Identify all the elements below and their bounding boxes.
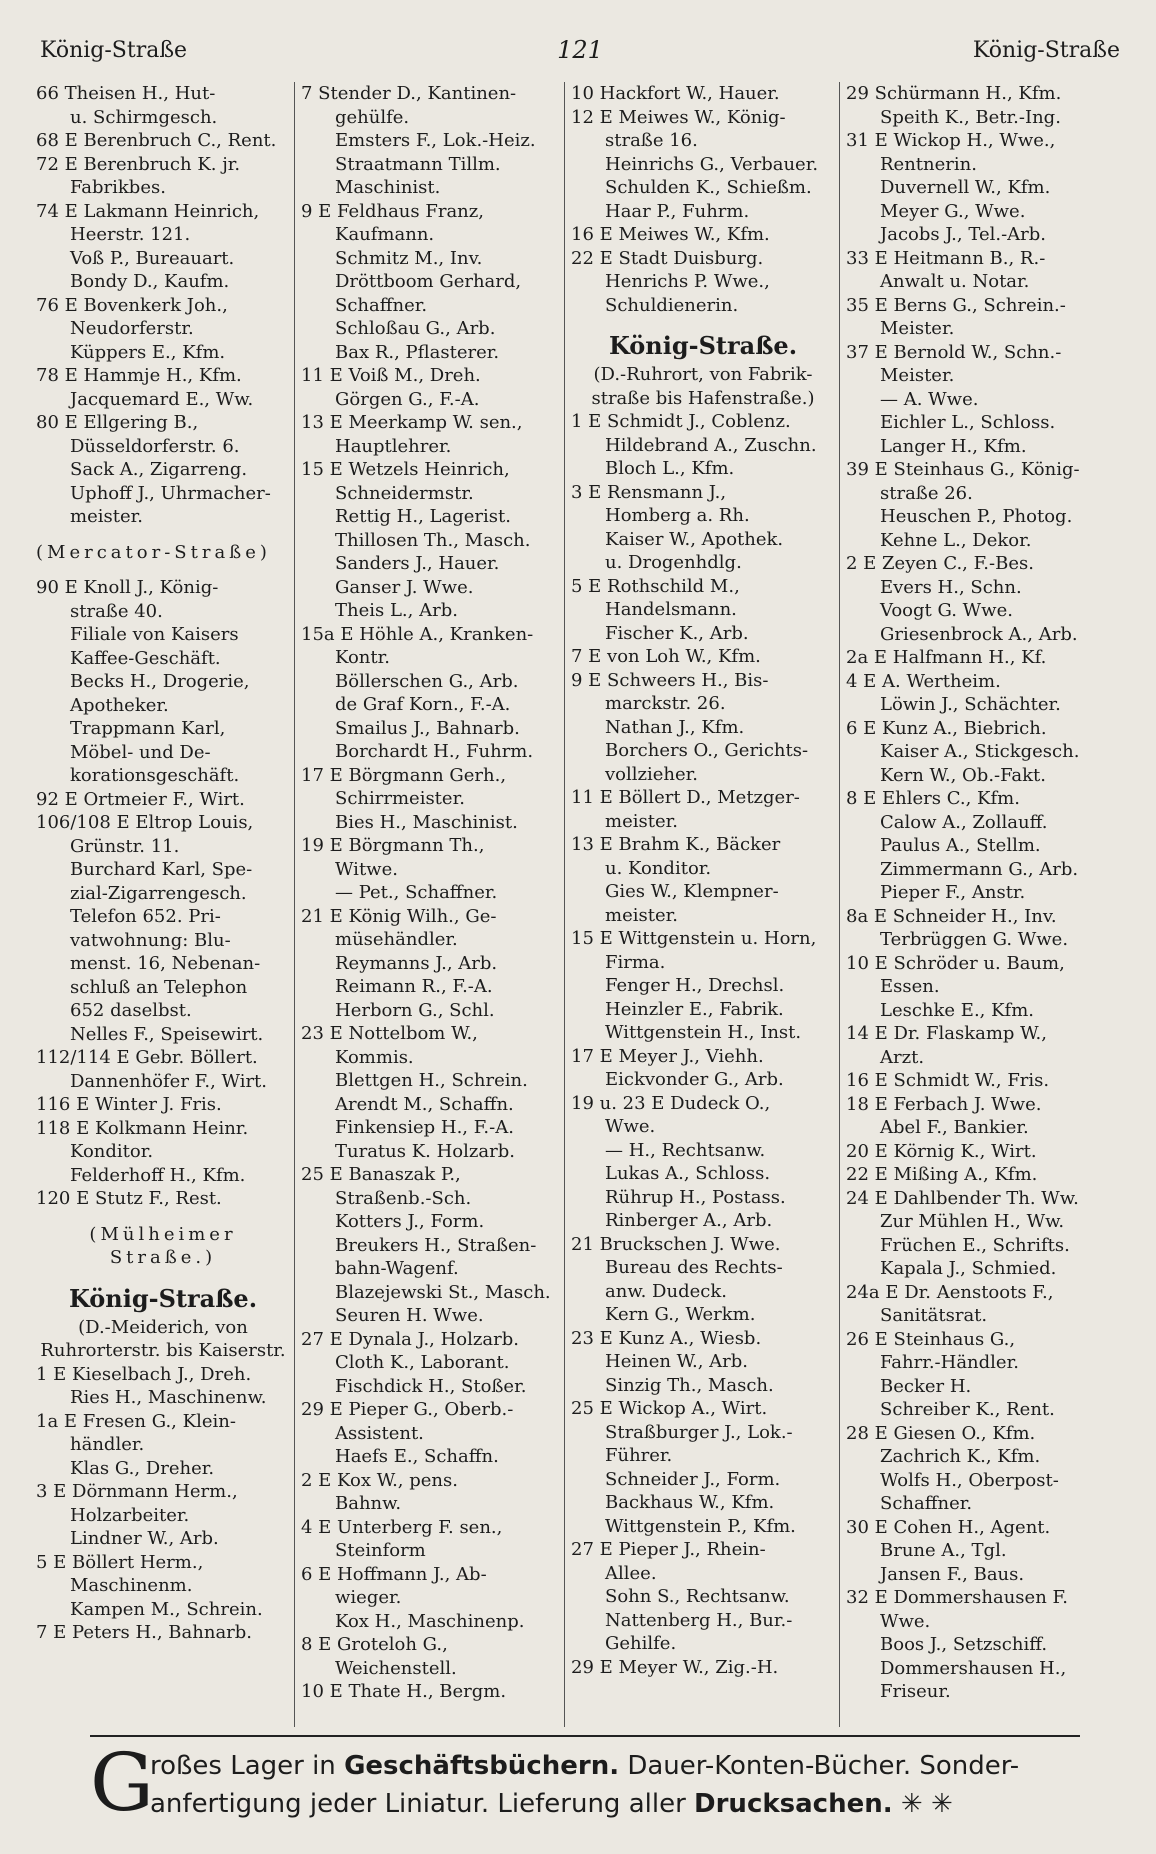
directory-entry: Smailus J., Bahnarb. xyxy=(335,717,520,739)
directory-entry: Heinzler E., Fabrik. xyxy=(605,998,784,1020)
directory-entry: Speith K., Betr.-Ing. xyxy=(880,106,1061,128)
directory-entry: Hauptlehrer. xyxy=(335,435,452,457)
directory-entry: Handelsmann. xyxy=(605,599,737,620)
directory-entry: 652 daselbst. xyxy=(70,1000,192,1021)
directory-entry: Schuldienerin. xyxy=(605,294,739,316)
directory-entry: Firma. xyxy=(605,951,666,973)
directory-entry: 32 E Dommershausen F. xyxy=(846,1587,1068,1608)
directory-entry: (Mercator-Straße) xyxy=(36,541,271,563)
column-2 xyxy=(295,82,565,1727)
directory-entry: 66 Theisen H., Hut- xyxy=(36,83,216,104)
directory-entry: Allee. xyxy=(605,1562,657,1584)
directory-entry: Terbrüggen G. Wwe. xyxy=(880,929,1069,950)
directory-entry: Leschke E., Kfm. xyxy=(880,999,1035,1021)
directory-entry: Becker H. xyxy=(880,1375,972,1397)
advertisement-footer xyxy=(90,1735,1080,1832)
directory-entry: Möbel- und De- xyxy=(70,741,211,763)
directory-entry: Henrichs P. Wwe., xyxy=(605,271,770,292)
directory-entry: 10 E Schröder u. Baum, xyxy=(846,952,1065,974)
directory-entry: Führer. xyxy=(605,1445,673,1466)
directory-entry: Apotheker. xyxy=(70,694,169,716)
directory-entry: Böllerschen G., Arb. xyxy=(335,670,519,692)
directory-entry: Assistent. xyxy=(335,1422,424,1444)
directory-entry: Schaffner. xyxy=(335,294,428,316)
directory-entry: u. Schirmgesch. xyxy=(70,106,218,128)
ad-line-2-b: Drucksachen. xyxy=(694,1789,893,1819)
directory-entry: 10 E Thate H., Bergm. xyxy=(301,1681,507,1702)
directory-entry: 17 E Börgmann Gerh., xyxy=(301,764,507,786)
directory-entry: anw. Dudeck. xyxy=(605,1280,727,1302)
directory-entry: 21 E König Wilh., Ge- xyxy=(301,905,497,927)
directory-entry: Turatus K. Holzarb. xyxy=(335,1140,515,1162)
directory-entry: Nelles F., Speisewirt. xyxy=(70,1023,264,1045)
directory-entry: 5 E Rothschild M., xyxy=(571,575,740,597)
directory-entry: 15 E Wetzels Heinrich, xyxy=(301,459,510,480)
directory-entry: 12 E Meiwes W., König- xyxy=(571,106,786,128)
directory-entry: Voß P., Bureauart. xyxy=(70,247,235,269)
directory-entry: Bureau des Rechts- xyxy=(605,1257,783,1278)
directory-entry: 1 E Schmidt J., Coblenz. xyxy=(571,411,791,432)
directory-entry: Anwalt u. Notar. xyxy=(880,271,1030,292)
directory-entry: 6 E Hoffmann J., Ab- xyxy=(301,1563,487,1585)
column-3 xyxy=(565,82,840,1727)
directory-entry: 21 Bruckschen J. Wwe. xyxy=(571,1233,781,1255)
directory-entry: menst. 16, Nebenan- xyxy=(70,953,261,974)
directory-entry: straße 40. xyxy=(70,600,163,622)
header-right: König-Straße xyxy=(972,37,1120,63)
directory-entry: straße bis Hafenstraße.) xyxy=(591,387,815,409)
ad-initial: G xyxy=(90,1736,154,1829)
directory-entry: 90 E Knoll J., König- xyxy=(36,577,219,598)
directory-entry: Rührup H., Postass. xyxy=(605,1186,786,1208)
directory-entry: Dannenhöfer F., Wirt. xyxy=(70,1070,268,1092)
directory-entry: Heinrichs G., Verbauer. xyxy=(605,153,819,175)
directory-columns xyxy=(30,82,1130,1727)
directory-entry: Meyer G., Wwe. xyxy=(880,200,1026,222)
directory-entry: Calow A., Zollauff. xyxy=(880,811,1048,833)
directory-entry: Abel F., Bankier. xyxy=(880,1117,1029,1138)
directory-entry: Kaiser W., Apothek. xyxy=(605,528,784,550)
spacer xyxy=(36,1270,290,1282)
directory-entry: 118 E Kolkmann Heinr. xyxy=(36,1117,249,1139)
directory-entry: Steinform xyxy=(335,1540,426,1561)
directory-entry: Heuschen P., Photog. xyxy=(880,506,1073,527)
directory-entry: Sohn S., Rechtsanw. xyxy=(605,1586,790,1607)
directory-entry: 35 E Berns G., Schrein.- xyxy=(846,294,1066,316)
directory-entry: Zachrich K., Kfm. xyxy=(880,1446,1041,1467)
directory-entry: Sanders J., Hauer. xyxy=(335,553,500,574)
directory-entry: schluß an Telephon xyxy=(70,976,248,998)
directory-entry: 6 E Kunz A., Biebrich. xyxy=(846,717,1047,739)
directory-entry: 10 Hackfort W., Hauer. xyxy=(571,83,780,104)
directory-entry: Ganser J. Wwe. xyxy=(335,576,474,598)
column-1 xyxy=(30,82,295,1727)
directory-entry: 5 E Böllert Herm., xyxy=(36,1551,204,1573)
directory-entry: Eickvonder G., Arb. xyxy=(605,1069,784,1090)
directory-entry: Langer H., Kfm. xyxy=(880,435,1027,457)
directory-entry: 29 Schürmann H., Kfm. xyxy=(846,83,1062,104)
directory-entry: 4 E Unterberg F. sen., xyxy=(301,1516,503,1538)
directory-entry: Maschinist. xyxy=(335,177,441,198)
directory-entry: Fischer K., Arb. xyxy=(605,622,749,644)
directory-entry: Konditor. xyxy=(70,1141,154,1162)
directory-entry: 19 u. 23 E Dudeck O., xyxy=(571,1092,771,1114)
directory-entry: Dröttboom Gerhard, xyxy=(335,271,522,292)
header-left: König-Straße xyxy=(40,37,188,63)
directory-entry: 68 E Berenbruch C., Rent. xyxy=(36,130,277,151)
directory-entry: Kotters J., Form. xyxy=(335,1211,485,1232)
spacer xyxy=(36,564,290,576)
directory-entry: — A. Wwe. xyxy=(880,388,979,410)
directory-entry: 33 E Heitmann B., R.- xyxy=(846,247,1046,269)
directory-entry: Blazejewski St., Masch. xyxy=(335,1281,551,1303)
directory-entry: — H., Rechtsanw. xyxy=(605,1139,766,1161)
directory-entry: 28 E Giesen O., Kfm. xyxy=(846,1422,1036,1444)
directory-entry: 2 E Kox W., pens. xyxy=(301,1469,458,1491)
directory-entry: Filiale von Kaisers xyxy=(70,624,239,645)
directory-entry: wieger. xyxy=(335,1587,402,1608)
street-heading: König-Straße. xyxy=(68,1283,258,1313)
directory-entry: Meister. xyxy=(880,318,955,339)
directory-entry: Nattenberg H., Bur.- xyxy=(605,1609,793,1631)
directory-entry: Ruhrorterstr. bis Kaiserstr. xyxy=(40,1340,286,1361)
directory-entry: Lindner W., Arb. xyxy=(70,1528,219,1549)
directory-entry: müsehändler. xyxy=(335,929,458,950)
directory-entry: 27 E Dynala J., Holzarb. xyxy=(301,1328,519,1350)
directory-entry: 3 E Rensmann J., xyxy=(571,481,727,503)
directory-entry: Schirrmeister. xyxy=(335,788,465,809)
directory-entry: Felderhoff H., Kfm. xyxy=(70,1164,246,1186)
directory-entry: zial-Zigarrengesch. xyxy=(70,882,247,904)
directory-entry: 25 E Banaszak P., xyxy=(301,1164,461,1185)
directory-entry: Rentnerin. xyxy=(880,153,977,175)
directory-entry: Jacobs J., Tel.-Arb. xyxy=(880,224,1046,245)
directory-entry: Borchers O., Gerichts- xyxy=(605,740,809,761)
directory-entry: Wwe. xyxy=(605,1116,656,1137)
directory-entry: Jansen F., Baus. xyxy=(880,1563,1025,1585)
directory-entry: 16 E Meiwes W., Kfm. xyxy=(571,224,770,245)
directory-entry: 112/114 E Gebr. Böllert. xyxy=(36,1047,258,1068)
directory-entry: Früchen E., Schrifts. xyxy=(880,1234,1070,1256)
directory-entry: vollzieher. xyxy=(605,763,699,785)
directory-entry: Wolfs H., Oberpost- xyxy=(880,1469,1059,1491)
directory-entry: Zur Mühlen H., Ww. xyxy=(880,1211,1065,1232)
directory-entry: Haar P., Fuhrm. xyxy=(605,200,750,222)
directory-entry: 9 E Schweers H., Bis- xyxy=(571,669,769,691)
directory-entry: Kontr. xyxy=(335,647,390,668)
directory-entry: Kaufmann. xyxy=(335,224,435,245)
directory-entry: Backhaus W., Kfm. xyxy=(605,1492,775,1513)
directory-entry: (D.-Ruhrort, von Fabrik- xyxy=(593,364,813,385)
directory-entry: 30 E Cohen H., Agent. xyxy=(846,1516,1051,1538)
directory-entry: Heerstr. 121. xyxy=(70,224,191,245)
directory-entry: marckstr. 26. xyxy=(605,693,726,714)
directory-entry: 9 E Feldhaus Franz, xyxy=(301,200,484,222)
directory-entry: 15a E Höhle A., Kranken- xyxy=(301,623,534,645)
directory-entry: Becks H., Drogerie, xyxy=(70,671,250,692)
directory-entry: 37 E Bernold W., Schn.- xyxy=(846,341,1062,363)
directory-entry: Bies H., Maschinist. xyxy=(335,811,518,833)
directory-entry: Thillosen Th., Masch. xyxy=(335,529,531,551)
directory-entry: 29 E Pieper G., Oberb.- xyxy=(301,1399,514,1420)
directory-entry: Friseur. xyxy=(880,1681,951,1702)
directory-entry: 24a E Dr. Aenstoots F., xyxy=(846,1281,1054,1303)
directory-entry: 19 E Börgmann Th., xyxy=(301,835,485,856)
directory-entry: Heinen W., Arb. xyxy=(605,1351,749,1372)
directory-entry: 8 E Groteloh G., xyxy=(301,1634,448,1655)
directory-entry: Herborn G., Schl. xyxy=(335,999,495,1021)
directory-entry: Sinzig Th., Masch. xyxy=(605,1374,774,1396)
directory-entry: Homberg a. Rh. xyxy=(605,505,750,526)
directory-entry: meister. xyxy=(605,810,678,832)
directory-entry: 17 E Meyer J., Viehh. xyxy=(571,1045,764,1067)
directory-entry: Rinberger A., Arb. xyxy=(605,1210,773,1231)
directory-entry: 25 E Wickop A., Wirt. xyxy=(571,1398,768,1419)
directory-entry: Telefon 652. Pri- xyxy=(70,906,221,927)
directory-entry: Blettgen H., Schrein. xyxy=(335,1070,528,1091)
directory-entry: 26 E Steinhaus G., xyxy=(846,1328,1016,1350)
directory-entry: Kox H., Maschinenp. xyxy=(335,1610,525,1632)
directory-entry: 8 E Ehlers C., Kfm. xyxy=(846,788,1020,809)
directory-entry: Schneider J., Form. xyxy=(605,1468,781,1490)
directory-entry: 72 E Berenbruch K. jr. xyxy=(36,153,241,175)
directory-entry: Görgen G., F.-A. xyxy=(335,388,480,410)
directory-entry: 7 E von Loh W., Kfm. xyxy=(571,646,761,667)
street-heading: König-Straße. xyxy=(608,331,798,360)
directory-entry: 20 E Körnig K., Wirt. xyxy=(846,1140,1037,1162)
directory-entry: Kaffee-Geschäft. xyxy=(70,647,221,669)
directory-entry: Straße.) xyxy=(109,1247,217,1268)
directory-entry: Arendt M., Schaffn. xyxy=(335,1093,514,1115)
directory-entry: Schneidermstr. xyxy=(335,482,474,504)
directory-entry: Kern G., Werkm. xyxy=(605,1304,756,1325)
directory-entry: gehülfe. xyxy=(335,106,410,128)
directory-entry: Bondy D., Kaufm. xyxy=(70,271,230,292)
directory-entry: Voogt G. Wwe. xyxy=(880,600,1013,621)
directory-entry: 4 E A. Wertheim. xyxy=(846,670,1001,692)
directory-entry: Witwe. xyxy=(335,858,398,880)
directory-entry: Straßburger J., Lok.- xyxy=(605,1421,793,1443)
directory-entry: Schloßau G., Arb. xyxy=(335,318,496,339)
directory-entry: Sack A., Zigarreng. xyxy=(70,459,248,480)
directory-entry: 13 E Brahm K., Bäcker xyxy=(571,834,781,855)
directory-entry: Finkensiep H., F.-A. xyxy=(335,1117,514,1138)
directory-entry: Wwe. xyxy=(880,1610,931,1632)
directory-entry: 7 Stender D., Kantinen- xyxy=(301,83,517,104)
directory-entry: vatwohnung: Blu- xyxy=(70,929,231,951)
directory-entry: 8a E Schneider H., Inv. xyxy=(846,905,1057,927)
directory-entry: Paulus A., Stellm. xyxy=(880,835,1041,856)
directory-entry: 23 E Nottelbom W., xyxy=(301,1023,478,1044)
directory-entry: straße 16. xyxy=(605,130,698,151)
directory-entry: Straatmann Tillm. xyxy=(335,153,501,175)
directory-entry: 106/108 E Eltrop Louis, xyxy=(36,812,254,833)
directory-entry: Weichenstell. xyxy=(335,1657,457,1679)
directory-entry: 39 E Steinhaus G., König- xyxy=(846,459,1080,480)
ad-line-2 xyxy=(150,1789,953,1819)
directory-entry: Bloch L., Kfm. xyxy=(605,458,735,479)
directory-entry: 23 E Kunz A., Wiesb. xyxy=(571,1327,762,1349)
directory-entry: (Mülheimer xyxy=(89,1223,237,1245)
directory-entry: Meister. xyxy=(880,365,955,386)
directory-entry: Bax R., Pflasterer. xyxy=(335,341,500,363)
directory-entry: Maschinenm. xyxy=(70,1575,193,1596)
directory-entry: bahn-Wagenf. xyxy=(335,1258,459,1279)
ad-line-1-c: Dauer-Konten-Bücher. Sonder- xyxy=(619,1751,1020,1781)
directory-entry: 22 E Stadt Duisburg. xyxy=(571,247,764,269)
directory-entry: Kehne L., Dekor. xyxy=(880,529,1032,551)
directory-entry: 76 E Bovenkerk Joh., xyxy=(36,294,228,316)
spacer xyxy=(36,529,290,541)
page-number: 121 xyxy=(557,36,603,64)
directory-entry: Rettig H., Lagerist. xyxy=(335,506,511,527)
directory-entry: Kaiser A., Stickgesch. xyxy=(880,741,1080,762)
directory-entry: Kommis. xyxy=(335,1046,414,1068)
directory-entry: Trappmann Karl, xyxy=(70,718,226,739)
directory-entry: — Pet., Schaffner. xyxy=(335,882,498,903)
directory-entry: Duvernell W., Kfm. xyxy=(880,177,1051,198)
directory-entry: Theis L., Arb. xyxy=(335,600,458,621)
directory-entry: Ries H., Maschinenw. xyxy=(70,1387,267,1408)
directory-entry: Kampen M., Schrein. xyxy=(70,1598,263,1620)
directory-entry: 22 E Mißing A., Kfm. xyxy=(846,1164,1038,1185)
directory-entry: Schmitz M., Inv. xyxy=(335,247,483,269)
directory-entry: Löwin J., Schächter. xyxy=(880,694,1061,715)
directory-entry: Emsters F., Lok.-Heiz. xyxy=(335,130,536,151)
directory-entry: u. Konditor. xyxy=(605,857,712,879)
directory-entry: Klas G., Dreher. xyxy=(70,1457,215,1479)
ad-line-1-a: roßes Lager in xyxy=(150,1751,345,1781)
directory-entry: 13 E Meerkamp W. sen., xyxy=(301,412,523,433)
directory-entry: 116 E Winter J. Fris. xyxy=(36,1094,222,1115)
directory-entry: Haefs E., Schaffn. xyxy=(335,1446,499,1467)
directory-entry: 2 E Zeyen C., F.-Bes. xyxy=(846,553,1034,574)
directory-entry: 1a E Fresen G., Klein- xyxy=(36,1410,236,1432)
directory-entry: Schreiber K., Rent. xyxy=(880,1399,1055,1420)
directory-entry: Gies W., Klempner- xyxy=(605,881,779,902)
directory-entry: Holzarbeiter. xyxy=(70,1504,190,1526)
directory-entry: Wittgenstein P., Kfm. xyxy=(605,1515,796,1537)
directory-entry: Kern W., Ob.-Fakt. xyxy=(880,764,1046,786)
directory-entry: meister. xyxy=(605,904,678,926)
directory-entry: Hildebrand A., Zuschn. xyxy=(605,434,817,456)
directory-entry: meister. xyxy=(70,506,143,527)
spacer xyxy=(571,317,835,329)
directory-entry: Arzt. xyxy=(880,1046,925,1068)
directory-entry: Schulden K., Schießm. xyxy=(605,177,812,198)
directory-entry: 3 E Dörnmann Herm., xyxy=(36,1481,238,1502)
directory-entry: Fahrr.-Händler. xyxy=(880,1352,1019,1373)
directory-entry: Burchard Karl, Spe- xyxy=(70,859,253,880)
directory-entry: Boos J., Setzschiff. xyxy=(880,1634,1048,1655)
directory-entry: Uphoff J., Uhrmacher- xyxy=(70,482,271,504)
directory-entry: Fenger H., Drechsl. xyxy=(605,975,785,996)
directory-entry: Pieper F., Anstr. xyxy=(880,882,1026,903)
directory-entry: Gehilfe. xyxy=(605,1633,677,1654)
directory-entry: Küppers E., Kfm. xyxy=(70,341,226,363)
directory-entry: korationsgeschäft. xyxy=(70,765,240,786)
directory-entry: Reymanns J., Arb. xyxy=(335,952,498,974)
directory-entry: 31 E Wickop H., Wwe., xyxy=(846,130,1056,151)
directory-entry: Eichler L., Schloss. xyxy=(880,412,1056,433)
directory-entry: Brune A., Tgl. xyxy=(880,1540,1007,1561)
directory-entry: 15 E Wittgenstein u. Horn, xyxy=(571,928,817,949)
directory-entry: Reimann R., F.-A. xyxy=(335,976,493,997)
directory-entry: 80 E Ellgering B., xyxy=(36,412,199,433)
directory-entry: Seuren H. Wwe. xyxy=(335,1305,484,1326)
directory-entry: 78 E Hammje H., Kfm. xyxy=(36,365,242,386)
ad-line-2-a: anfertigung jeder Liniatur. Lieferung aller xyxy=(150,1789,695,1819)
directory-entry: Dommershausen H., xyxy=(880,1657,1067,1679)
directory-entry: Wittgenstein H., Inst. xyxy=(605,1022,802,1043)
directory-entry: Cloth K., Laborant. xyxy=(335,1352,510,1373)
directory-entry: händler. xyxy=(70,1434,145,1455)
directory-entry: Neudorferstr. xyxy=(70,318,194,339)
directory-entry: straße 26. xyxy=(880,482,973,504)
directory-entry: Fabrikbes. xyxy=(70,177,166,198)
directory-entry: 7 E Peters H., Bahnarb. xyxy=(36,1622,253,1643)
ad-line-1 xyxy=(150,1751,1019,1781)
directory-entry: de Graf Korn., F.-A. xyxy=(335,694,511,715)
page-header xyxy=(40,30,1120,70)
directory-entry: 11 E Voiß M., Dreh. xyxy=(301,365,481,386)
directory-entry: 16 E Schmidt W., Fris. xyxy=(846,1070,1050,1091)
directory-entry: Zimmermann G., Arb. xyxy=(880,858,1079,880)
directory-entry: u. Drogenhdlg. xyxy=(605,552,742,573)
directory-entry: 74 E Lakmann Heinrich, xyxy=(36,200,260,222)
directory-entry: Schaffner. xyxy=(880,1493,973,1514)
directory-entry: Breukers H., Straßen- xyxy=(335,1234,537,1256)
ad-line-1-b: Geschäftsbüchern. xyxy=(344,1751,620,1781)
directory-entry: 11 E Böllert D., Metzger- xyxy=(571,787,800,808)
spacer xyxy=(36,1211,290,1223)
directory-entry: 27 E Pieper J., Rhein- xyxy=(571,1539,766,1560)
directory-entry: Lukas A., Schloss. xyxy=(605,1163,771,1184)
directory-entry: Borchardt H., Fuhrm. xyxy=(335,741,534,762)
directory-entry: Nathan J., Kfm. xyxy=(605,716,745,738)
directory-entry: Kapala J., Schmied. xyxy=(880,1258,1057,1279)
directory-entry: 14 E Dr. Flaskamp W., xyxy=(846,1023,1047,1044)
directory-entry: 18 E Ferbach J. Wwe. xyxy=(846,1093,1042,1115)
directory-entry: Evers H., Schn. xyxy=(880,576,1022,598)
column-4 xyxy=(840,82,1130,1727)
directory-entry: Griesenbrock A., Arb. xyxy=(880,623,1078,645)
directory-entry: Grünstr. 11. xyxy=(70,835,180,857)
directory-entry: Jacquemard E., Ww. xyxy=(70,388,254,410)
directory-entry: (D.-Meiderich, von xyxy=(78,1316,248,1338)
directory-entry: Fischdick H., Stoßer. xyxy=(335,1375,527,1397)
directory-entry: Bahnw. xyxy=(335,1493,402,1514)
ad-line-2-c: ✳ ✳ xyxy=(892,1789,953,1819)
directory-entry: Straßenb.-Sch. xyxy=(335,1187,472,1209)
directory-entry: Sanitätsrat. xyxy=(880,1305,988,1326)
directory-entry: 1 E Kieselbach J., Dreh. xyxy=(36,1363,252,1385)
directory-entry: Düsseldorferstr. 6. xyxy=(70,435,240,457)
directory-entry: 120 E Stutz F., Rest. xyxy=(36,1188,222,1209)
directory-entry: 24 E Dahlbender Th. Ww. xyxy=(846,1187,1079,1209)
directory-entry: 92 E Ortmeier F., Wirt. xyxy=(36,788,245,810)
directory-entry: 2a E Halfmann H., Kf. xyxy=(846,647,1047,668)
directory-entry: Essen. xyxy=(880,976,940,997)
directory-entry: 29 E Meyer W., Zig.-H. xyxy=(571,1656,779,1678)
